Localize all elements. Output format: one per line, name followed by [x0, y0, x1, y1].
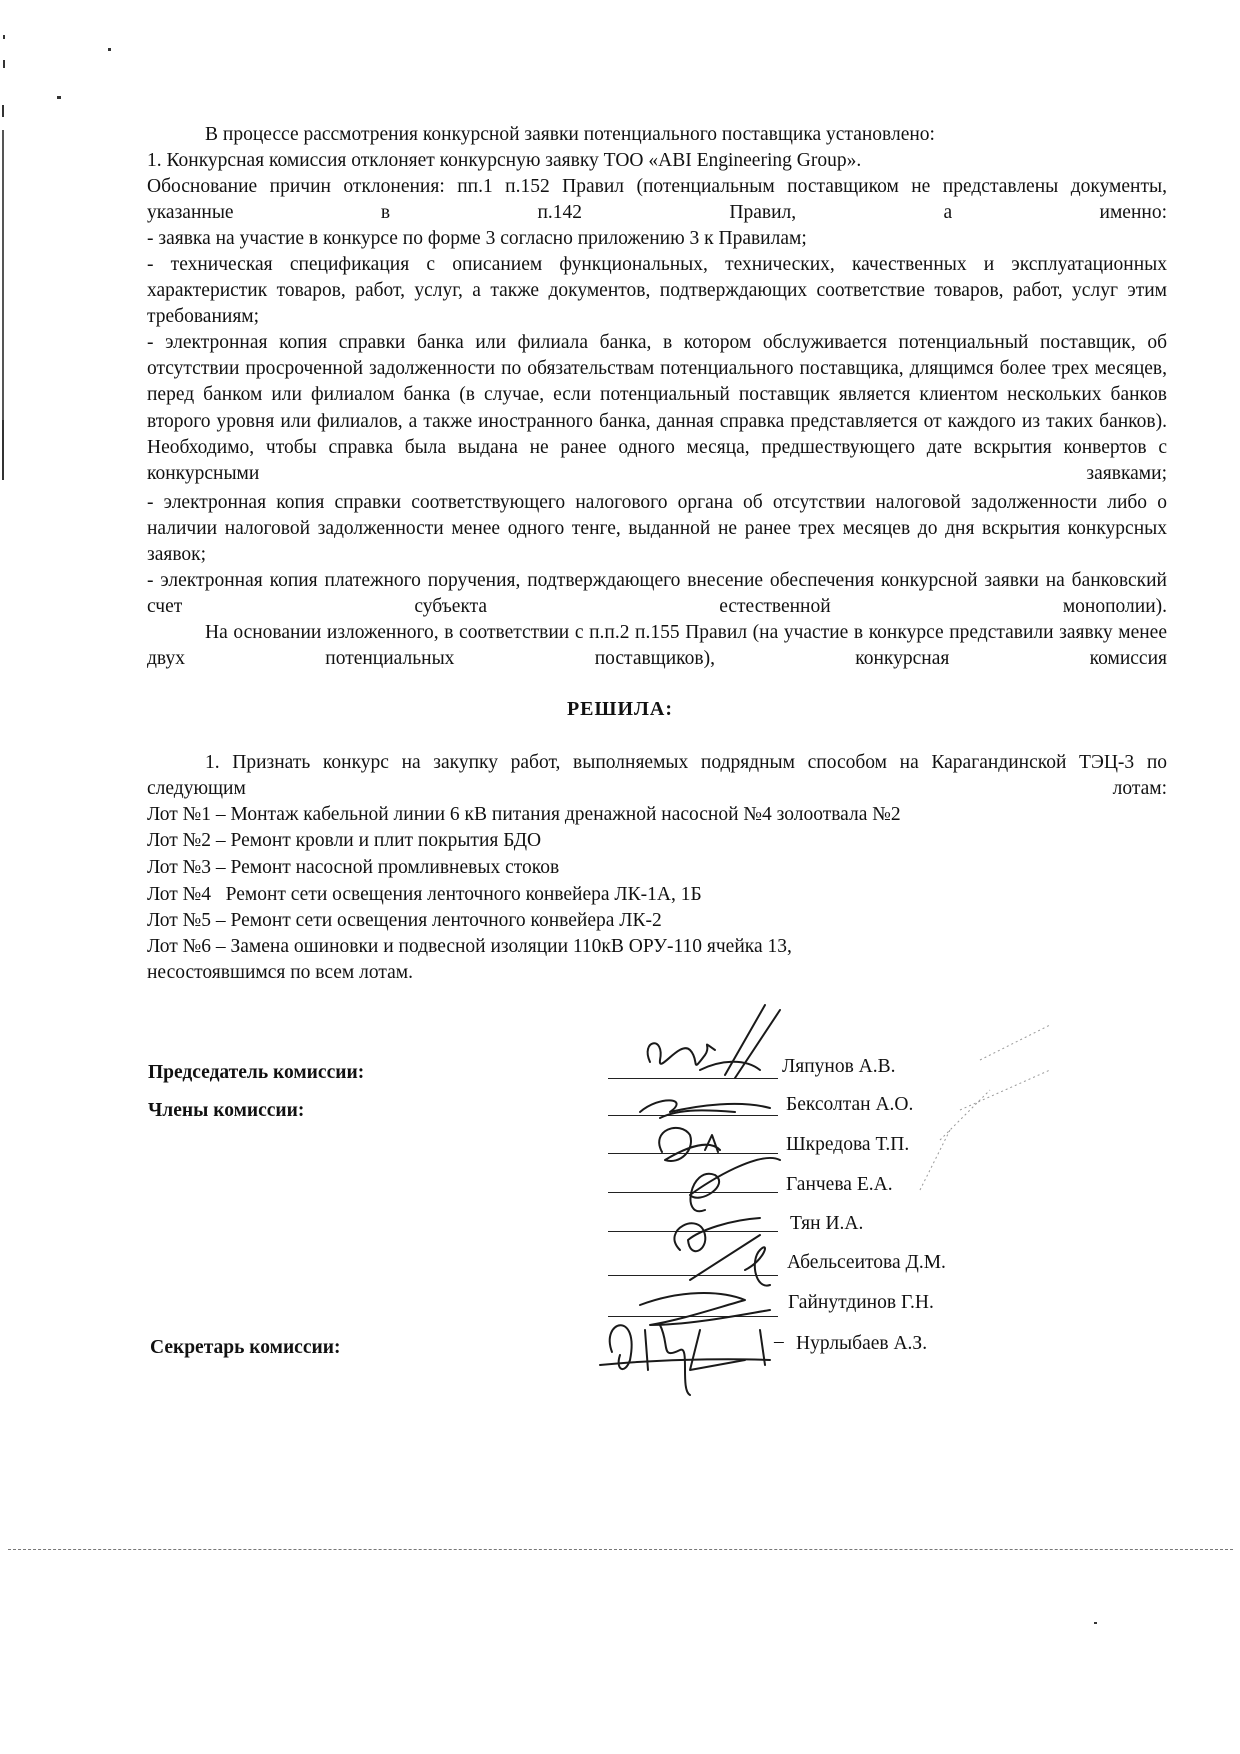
chairman-label: Председатель комиссии:: [148, 1062, 365, 1083]
lot-item: Лот №5 – Ремонт сети освещения ленточного конвейера ЛК-2: [147, 910, 662, 931]
member-name: Шкредова Т.П.: [786, 1134, 910, 1155]
secretary-dash: –: [774, 1331, 784, 1352]
missing-doc-5: - электронная копия платежного поручения, подтверждающего внесение обеспечения конкурсной заявки на банковский счет субъекта естественной монополии).: [147, 570, 1167, 618]
lot-item: Лот №4 Ремонт сети освещения ленточного конвейера ЛК-1А, 1Б: [147, 884, 702, 905]
member-name: Гайнутдинов Г.Н.: [788, 1292, 934, 1313]
secretary-label: Секретарь комиссии:: [150, 1337, 341, 1358]
missing-doc-1: - заявка на участие в конкурсе по форме 3 согласно приложению 3 к Правилам;: [147, 228, 807, 249]
missing-doc-2: - техническая спецификация с описанием функциональных, технических, качественных и эксплуатационных характеристик товаров, работ, услуг, а также документов, подтверждающих соответствие товаров, работ, услуг этим требованиям;: [147, 254, 1167, 328]
member-name: Бексолтан А.О.: [786, 1094, 914, 1115]
decision-conclusion: несостоявшимся по всем лотам.: [147, 962, 414, 983]
missing-doc-4: - электронная копия справки соответствующего налогового органа об отсутствии налоговой задолженности либо о наличии налоговой задолженности менее одного тенге, выданной не ранее трех месяцев до дня вскрытия конкурсных заявок;: [147, 492, 1167, 566]
scan-mark: [1094, 1622, 1097, 1624]
lot-item: Лот №3 – Ремонт насосной промливневых стоков: [147, 857, 560, 878]
secretary-name: Нурлыбаев А.З.: [796, 1333, 928, 1354]
basis-paragraph: На основании изложенного, в соответствии с п.п.2 п.155 Правил (на участие в конкурсе представили заявку менее двух потенциальных поставщиков), конкурсная комиссия: [147, 622, 1167, 670]
lot-item: Лот №6 – Замена ошиновки и подвесной изоляции 110кВ ОРУ-110 ячейка 13,: [147, 936, 792, 957]
rejection-item: 1. Конкурсная комиссия отклоняет конкурсную заявку ТОО «ABI Engineering Group».: [147, 150, 862, 171]
chairman-name: Ляпунов А.В.: [782, 1056, 896, 1077]
member-name: Абельсеитова Д.М.: [787, 1252, 946, 1273]
decision-item: 1. Признать конкурс на закупку работ, выполняемых подрядным способом на Карагандинской ТЭЦ-3 по следующим лотам:: [147, 752, 1167, 800]
page-edge-line: [8, 1549, 1233, 1550]
missing-doc-3: - электронная копия справки банка или филиала банка, в котором обслуживается потенциальный поставщик, об отсутствии просроченной задолженности по обязательствам потенциального поставщика, длящимся более трех месяцев, перед банком или филиалом банка (в случае, если потенциальный поставщик является клиентом нескольких банков второго уровня или филиалов, а также иностранного банка, данная справка представляется от каждого из таких банков). Необходимо, чтобы справка была выдана не ранее одного месяца, предшествующего дате вскрытия конвертов с конкурсными заявками;: [147, 332, 1167, 485]
rejection-reason: Обоснование причин отклонения: пп.1 п.152 Правил (потенциальным поставщиком не представлены документы, указанные в п.142 Правил, а именно:: [147, 176, 1167, 224]
decision-heading: РЕШИЛА:: [566, 698, 674, 720]
lot-item: Лот №1 – Монтаж кабельной линии 6 кВ питания дренажной насосной №4 золоотвала №2: [147, 804, 901, 825]
member-name: Тян И.А.: [790, 1213, 864, 1234]
lot-item: Лот №2 – Ремонт кровли и плит покрытия БДО: [147, 830, 542, 851]
members-label: Члены комиссии:: [148, 1100, 305, 1121]
member-name: Ганчева Е.А.: [786, 1174, 893, 1195]
intro-paragraph: В процессе рассмотрения конкурсной заявки потенциального поставщика установлено:: [205, 124, 935, 145]
